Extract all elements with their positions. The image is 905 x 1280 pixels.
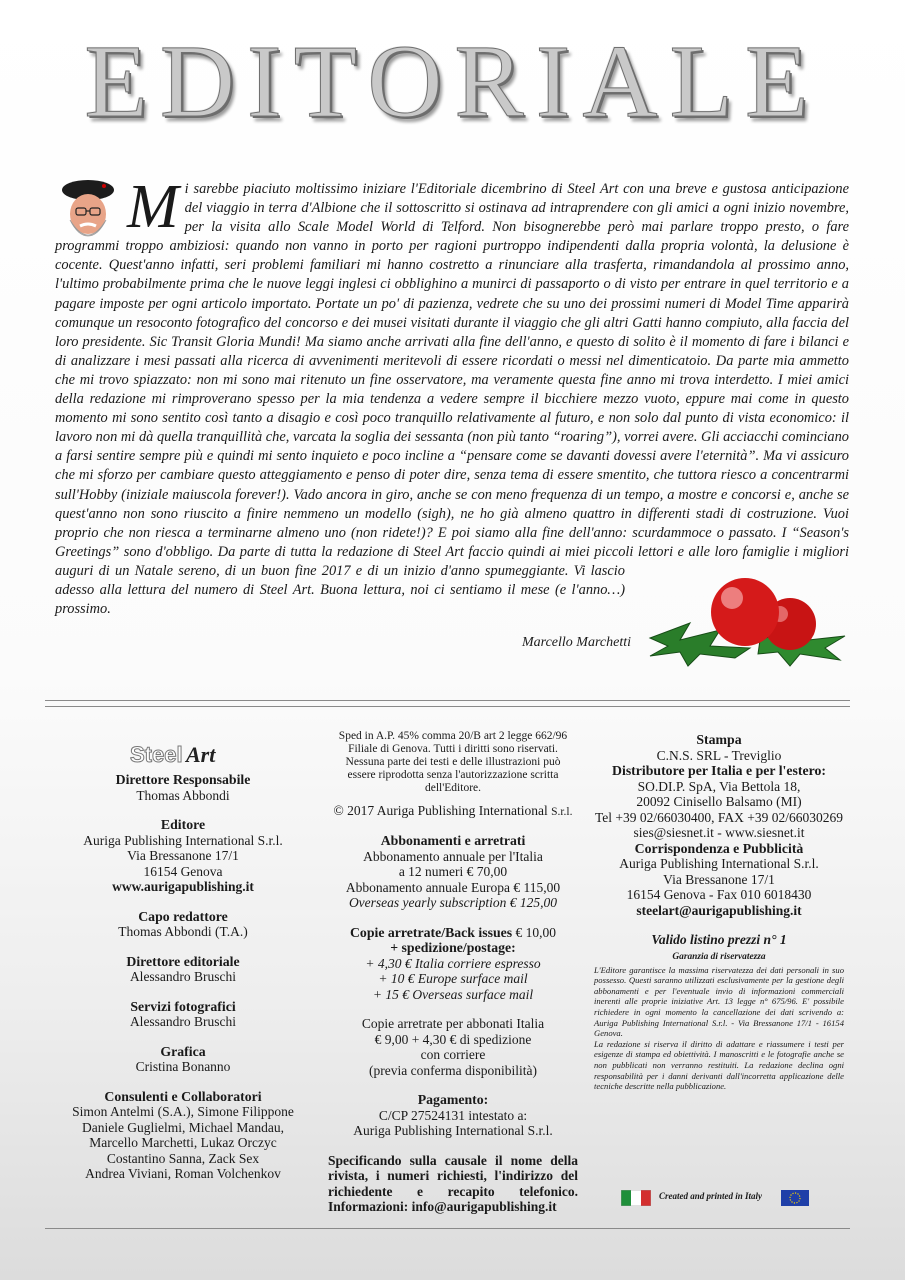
legal-line: Nessuna parte dei testi e delle illustrazioni può xyxy=(345,756,561,768)
distributor-line: Tel +39 02/66030400, FAX +39 02/66030269 xyxy=(594,809,844,825)
subscriber-back-issue-line: (previa conferma disponibilità) xyxy=(369,1062,537,1078)
subscription-line: Abbonamento annuale Europa € 115,00 xyxy=(345,879,561,895)
subscription-line: a 12 numeri € 70,00 xyxy=(398,864,508,879)
legal-line: Sped in A.P. 45% comma 20/B art 2 legge 662/96 xyxy=(338,730,568,742)
payment-causale: Specificando sulla causale il nome della rivista, i numeri richiesti, l'indirizzo del richiedente e recapito telefonico. Informazioni: info@aurigapublishing.it xyxy=(328,1152,578,1214)
credit-line: Daniele Guglielmi, Michael Mandau, xyxy=(81,1119,285,1135)
credit-title: Grafica xyxy=(160,1043,206,1059)
credit-title: Direttore editoriale xyxy=(126,953,240,969)
made-in-italy-footer xyxy=(621,1190,811,1206)
divider-top-2 xyxy=(45,706,850,707)
privacy-title: Garanzia di riservatezza xyxy=(672,952,766,962)
credit-title: Consulenti e Collaboratori xyxy=(104,1088,262,1104)
drop-cap: M xyxy=(127,173,179,241)
signature: Marcello Marchetti xyxy=(522,635,631,650)
credit-line: Alessandro Bruschi xyxy=(129,1014,237,1029)
shipping-line: + 4,30 € Italia corriere espresso xyxy=(365,955,541,971)
credit-title: Editore xyxy=(160,817,206,832)
subscriber-back-issue-line: € 9,00 + 4,30 € di spedizione xyxy=(374,1031,532,1047)
back-issues-heading: Copie arretrate/Back issues € 10,00 xyxy=(349,924,557,940)
logo-art: Art xyxy=(186,742,216,767)
eu-flag-icon xyxy=(781,1190,809,1206)
subscription-overseas: Overseas yearly subscription € 125,00 xyxy=(348,895,558,910)
logo-steel: Steel xyxy=(130,742,183,767)
masthead-title: EDITORIALE xyxy=(84,24,821,139)
divider-bottom xyxy=(45,1228,850,1229)
credit-line: Costantino Sanna, Zack Sex xyxy=(106,1150,260,1166)
shipping-line: + 10 € Europe surface mail xyxy=(378,971,528,986)
divider-top xyxy=(45,700,850,701)
print-line: C.N.S. SRL - Treviglio xyxy=(656,747,782,763)
credit-line: Simon Antelmi (S.A.), Simone Filippone xyxy=(72,1104,294,1119)
privacy-paragraph: La redazione si riserva il diritto di adattare e riassumere i testi per esigenze di stampa ed obiettività. I manoscritti e le fotografie anche se non pubblicati non verranno restituiti. La redazione declina ogni responsabilità per i danni derivanti dall'incorretta applicazione delle tecniche descritte nella pubblicazione. xyxy=(594,1038,844,1092)
credit-line: Andrea Viviani, Roman Volchenkov xyxy=(85,1166,281,1181)
payment-line: C/CP 27524131 intestato a: xyxy=(378,1107,528,1123)
print-title: Stampa xyxy=(696,732,742,747)
subscriptions-column xyxy=(328,730,578,1215)
privacy-paragraph: L'Editore garantisce la massima riservatezza dei dati personali in suo possesso. Questi saranno utilizzati esclusivamente per la gestione degli abbonamenti e per l'eventuale invio di informazioni commerciali inerenti alle proprie iniziative Art. 13 legge n° 675/96. E' possibile richiedere in ogni momento la cancellazione dei dati scrivendo a: Auriga Publishing International S.r.l. - Via Bressanone 17/1 - 16154 Genova. xyxy=(594,964,844,1039)
subscriber-back-issue-line: Copie arretrate per abbonati Italia xyxy=(361,1016,545,1031)
subscription-line: Abbonamento annuale per l'Italia xyxy=(363,848,543,864)
privacy-notice xyxy=(594,952,844,1092)
credit-line: Alessandro Bruschi xyxy=(129,969,237,984)
distributor-line: 20092 Cinisello Balsamo (MI) xyxy=(636,794,802,809)
legal-line: dell'Editore. xyxy=(424,782,482,794)
credit-line: Thomas Abbondi xyxy=(136,787,230,803)
credit-line: Thomas Abbondi (T.A.) xyxy=(118,924,248,939)
distributor-title: Distributore per Italia e per l'estero: xyxy=(612,763,826,778)
back-issues-shipping: + spedizione/postage: xyxy=(390,940,516,955)
italy-flag-icon xyxy=(621,1190,651,1206)
credit-line: Via Bressanone 17/1 xyxy=(127,848,239,863)
print-distribution-column xyxy=(594,732,844,948)
made-in-italy-label: Created and printed in Italy xyxy=(659,1191,763,1201)
correspondence-title: Corrispondenza e Pubblicità xyxy=(634,840,804,856)
correspondence-line: Via Bressanone 17/1 xyxy=(663,871,775,887)
article-body: i sarebbe piaciuto moltissimo iniziare l'Editoriale dicembrino di Steel Art con una breve e gustosa anticipazione del viaggio in terra d'Albione che il sottoscritto si ostinava ad intraprendere con gli amici a ogni inizio novembre, per la visita allo Scale Model World di Telford. Non bisognerebbe però mai parlare troppo presto, o fare programmi troppo ambiziosi: quando non vanno in porto per ragioni purtroppo indipendenti dalla propria volontà, la delusione è cocente. Quest'anno infatti, seri problemi familiari mi hanno costretto a rinunciare alla trasferta, rimandandola al prossimo anno, l'ultimo probabilmente prima che le nuove leggi inglesi ci obblighino a munirci di passaporto o di visto per entrare in quel territorio e a pagare imposte per ogni articolo importato. Portate un po' di pazienza, vedrete che su uno dei prossimi numeri di Model Time apparirà comunque un resoconto fotografico del concorso e dei musei visitati durante il viaggio che gli altri Gatti hanno compiuto, alla faccia del loro presidente. Sic Transit Gloria Mundi! Ma siamo anche arrivati alla fine dell'anno, e questo di solito è il momento di fare i bilanci e di analizzare i mesi passati alla ricerca di avvenimenti meritevoli di essere ricordati o messi nel dimenticatoio. Da parte mia ammetto che mi trovo spiazzato: non mi sono mai ritenuto un fine osservatore, ma veramente questa fine anno mi trova interdetto. I miei amici della redazione mi rimproverano spesso per la mia tendenza a vedere sempre il bicchiere mezzo vuoto, eppure mai come in questo momento mi sono sentito così tanto a disagio e così poco tranquillo relativamente al futuro, e non solo dal punto di vista economico: il lavoro non mi dà quella tranquillità che, varcata la soglia dei sessanta (non più tanto “roaring”), vorrei avere. Gli acciacchi cominciano a farsi sentire sempre più e quindi mi sento inquieto e poco incline a “pensare come se davanti dovessi avere l'eternità”. Ma vi assicuro che mi sforzo per cambiare questo atteggiamento e penso di poter dire, senza tema di essere smentito, che tuttora riesco a concentrarmi sull'Hobby (iniziale maiuscola forever!). Vado ancora in giro, anche se con meno frequenza di un tempo, a mostre e concorsi e, anche se quest'anno non sono riuscito a finire nemmeno un modello (sigh), ne ho già almeno quattro in differenti stadi di costruzione. Vuoi proprio che non riesca a terminarne almeno uno (non ridete!)? E poi siamo alla fine dell'anno: scurdammoce o passato. I “Season's Greetings” sono d'obbligo. Da parte di tutta la redazione di Steel Art faccio quindi ai miei piccoli lettori e alle loro famiglie i migliori auguri di un Natale sereno, di un buon fine 2017 e di un inizio d'anno spumeggiante. Vi lascio adesso alla lettura del numero di Steel Art. Buona lettura, noi ci sentiamo il mese (e l'anno…) prossimo. xyxy=(55,181,849,618)
legal-line: Filiale di Genova. Tutti i diritti sono riservati. xyxy=(348,743,558,755)
avatar-spacer xyxy=(55,180,127,220)
credit-title: Servizi fotografici xyxy=(130,998,236,1014)
subscriber-back-issue-line: con corriere xyxy=(420,1047,486,1062)
credit-line: Auriga Publishing International S.r.l. xyxy=(83,832,283,848)
ornament-spacer-top xyxy=(849,180,850,565)
credits-column xyxy=(68,740,298,1182)
copyright: © 2017 Auriga Publishing International S.r.l. xyxy=(333,803,573,818)
subscriptions-title: Abbonamenti e arretrati xyxy=(380,833,526,848)
credit-line: Marcello Marchetti, Lukaz Orczyc xyxy=(89,1135,277,1150)
credit-line: Cristina Bonanno xyxy=(135,1059,231,1074)
credit-title: Direttore Responsabile xyxy=(115,772,251,787)
distributor-line: sies@siesnet.it - www.siesnet.it xyxy=(633,825,805,840)
christmas-balls-ornament xyxy=(640,568,855,668)
payment-line: Auriga Publishing International S.r.l. xyxy=(353,1123,553,1138)
payment-title: Pagamento: xyxy=(417,1092,489,1107)
website-link[interactable]: www.aurigapublishing.it xyxy=(112,879,254,894)
correspondence-line: 16154 Genova - Fax 010 6018430 xyxy=(626,887,812,902)
correspondence-line: Auriga Publishing International S.r.l. xyxy=(619,856,819,871)
shipping-line: + 15 € Overseas surface mail xyxy=(372,986,534,1002)
correspondence-email[interactable]: steelart@aurigapublishing.it xyxy=(636,902,802,918)
credit-title: Capo redattore xyxy=(138,908,228,924)
distributor-line: SO.DI.P. SpA, Via Bettola 18, xyxy=(637,778,801,794)
legal-line: essere riprodotta senza l'autorizzazione scritta xyxy=(347,769,559,781)
editorial-article xyxy=(55,173,850,820)
credit-line: 16154 Genova xyxy=(143,863,223,879)
steel-art-logo xyxy=(68,740,298,770)
price-list-note: Valido listino prezzi n° 1 xyxy=(651,932,787,947)
